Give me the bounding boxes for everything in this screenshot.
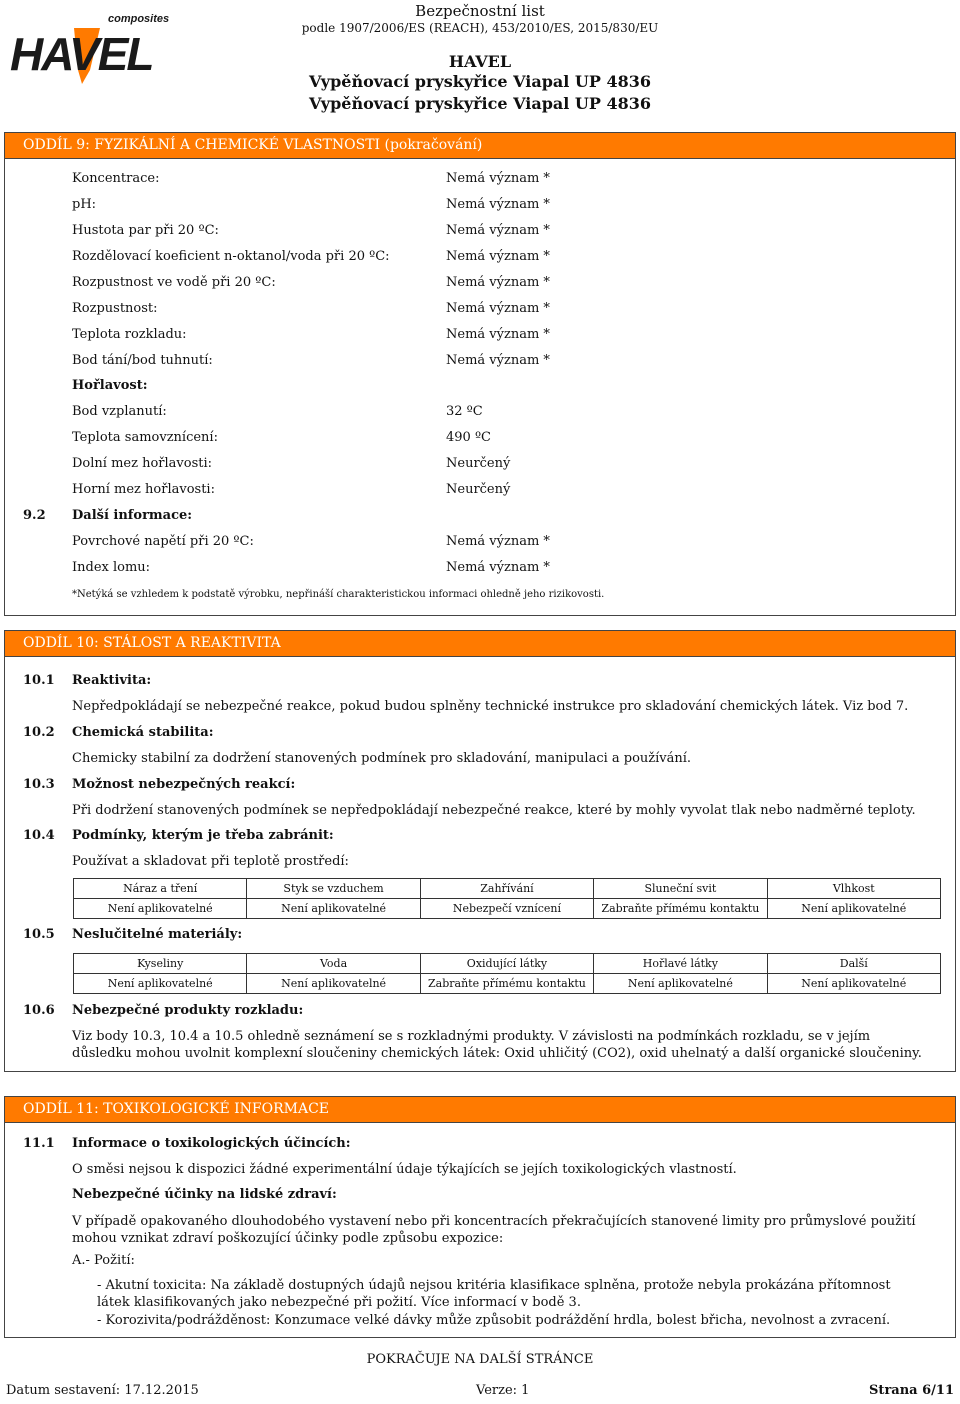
property-value: Neurčený <box>446 456 511 471</box>
table-header-cell: Sluneční svit <box>594 879 767 899</box>
property-label: Index lomu: <box>72 560 151 575</box>
property-value: Nemá význam * <box>446 534 550 549</box>
subsection-number: 9.2 <box>23 508 46 523</box>
doc-regulation: podle 1907/2006/ES (REACH), 453/2010/ES, 2015/830/EU <box>301 21 659 35</box>
item-text: Viz body 10.3, 10.4 a 10.5 ohledně seznámení se s rozkladnými produkty. V závislosti na podmínkách rozkladu, se v jejím důsledku mohou uvolnit komplexní sloučeniny chemických látek: Oxid uhličitý (CO2), oxid uhelnatý a další organické sloučeniny. <box>72 1029 922 1061</box>
section-11-title: ODDÍL 11: TOXIKOLOGICKÉ INFORMACE <box>5 1097 955 1123</box>
property-value: 32 ºC <box>446 404 483 419</box>
table-cell: Není aplikovatelné <box>594 974 767 994</box>
product-name-2: Vypěňovací pryskyřice Viapal UP 4836 <box>309 94 651 113</box>
property-label: pH: <box>72 197 97 212</box>
property-value: Nemá význam * <box>446 327 550 342</box>
property-value: Nemá význam * <box>446 353 550 368</box>
table-header-cell: Voda <box>247 954 420 974</box>
item-text: Při dodržení stanovených podmínek se nepředpokládají nebezpečné reakce, které by mohly vyvolat tlak nebo nadměrné teploty. <box>72 803 916 818</box>
table-header-cell: Styk se vzduchem <box>247 879 420 899</box>
property-value: Nemá význam * <box>446 197 550 212</box>
property-label: Koncentrace: <box>72 171 160 186</box>
havel-logo <box>4 8 184 90</box>
item-number: 11.1 <box>23 1136 55 1151</box>
table-cell: Zabraňte přímému kontaktu <box>420 974 593 994</box>
item-heading: Reaktivita: <box>72 673 152 688</box>
section-9 <box>4 132 956 616</box>
item-heading: Možnost nebezpečných reakcí: <box>72 777 296 792</box>
item-number: 10.6 <box>23 1003 55 1018</box>
property-label: Horní mez hořlavosti: <box>72 482 215 497</box>
item-text: Používat a skladovat při teplotě prostředí: <box>72 854 349 869</box>
section-9-note: *Netýká se vzhledem k podstatě výrobku, nepřináší charakteristickou informaci ohledně jeho rizikovosti. <box>72 589 605 600</box>
table-header-cell: Kyseliny <box>74 954 247 974</box>
item-number: 10.1 <box>23 673 55 688</box>
property-value: 490 ºC <box>446 430 492 445</box>
conditions-table <box>73 878 941 919</box>
property-label: Povrchové napětí při 20 ºC: <box>72 534 254 549</box>
item-text: Nepředpokládají se nebezpečné reakce, pokud budou splněny technické instrukce pro skladování chemických látek. Viz bod 7. <box>72 699 909 714</box>
table-header-cell: Vlhkost <box>767 879 940 899</box>
flammability-heading: Hořlavost: <box>72 378 148 393</box>
materials-table <box>73 953 941 994</box>
section-11 <box>4 1096 956 1338</box>
item-heading: Podmínky, kterým je třeba zabránit: <box>72 828 334 843</box>
table-cell: Není aplikovatelné <box>247 899 420 919</box>
property-label: Rozpustnost: <box>72 301 158 316</box>
section-10 <box>4 630 956 1072</box>
item-number: 10.4 <box>23 828 55 843</box>
table-cell: Není aplikovatelné <box>767 899 940 919</box>
property-label: Hustota par při 20 ºC: <box>72 223 219 238</box>
table-header-cell: Oxidující látky <box>420 954 593 974</box>
property-label: Rozdělovací koeficient n-oktanol/voda při 20 ºC: <box>72 249 390 264</box>
subsection-heading: Další informace: <box>72 508 193 523</box>
company-name: HAVEL <box>448 52 512 71</box>
property-value: Nemá význam * <box>446 560 550 575</box>
table-header-cell: Hořlavé látky <box>594 954 767 974</box>
doc-title: Bezpečnostní list <box>415 2 545 20</box>
logo-text-top: composites <box>108 13 170 25</box>
exposure-route: A.- Požití: <box>72 1253 135 1268</box>
item-text: V případě opakovaného dlouhodobého vystavení nebo při koncentracích překračujících stanovené limity pro průmyslové použití mohou vznikat zdraví poškozující účinky podle způsobu expozice: <box>72 1214 916 1246</box>
bullet-item: - Akutní toxicita: Na základě dostupných údajů nejsou kritéria klasifikace splněna, protože nebyla prokázána přítomnost látek klasifikovaných jako nebezpečné při požití. Více informací v bodě 3. <box>97 1278 891 1310</box>
property-value: Neurčený <box>446 482 511 497</box>
property-label: Bod tání/bod tuhnutí: <box>72 353 213 368</box>
table-cell: Nebezpečí vznícení <box>420 899 593 919</box>
table-header-cell: Další <box>767 954 940 974</box>
section-10-title: ODDÍL 10: STÁLOST A REAKTIVITA <box>5 631 955 657</box>
logo-text-main: HAVEL <box>10 28 153 80</box>
item-number: 10.3 <box>23 777 55 792</box>
property-value: Nemá význam * <box>446 249 550 264</box>
table-header-cell: Náraz a tření <box>74 879 247 899</box>
item-number: 10.2 <box>23 725 55 740</box>
table-cell: Není aplikovatelné <box>74 899 247 919</box>
property-label: Rozpustnost ve vodě při 20 ºC: <box>72 275 276 290</box>
footer-date: Datum sestavení: 17.12.2015 <box>6 1383 199 1398</box>
table-cell: Není aplikovatelné <box>247 974 420 994</box>
property-value: Nemá význam * <box>446 223 550 238</box>
item-heading: Informace o toxikologických účincích: <box>72 1136 351 1151</box>
bullet-item: - Korozivita/podrážděnost: Konzumace velké dávky může způsobit podráždění hrdla, bolest břicha, nevolnost a zvracení. <box>97 1313 891 1328</box>
table-cell: Není aplikovatelné <box>767 974 940 994</box>
property-label: Bod vzplanutí: <box>72 404 167 419</box>
table-header-cell: Zahřívání <box>420 879 593 899</box>
table-cell: Není aplikovatelné <box>74 974 247 994</box>
footer-page: Strana 6/11 <box>869 1383 954 1398</box>
property-value: Nemá význam * <box>446 275 550 290</box>
property-label: Teplota samovznícení: <box>72 430 218 445</box>
item-heading: Neslučitelné materiály: <box>72 927 243 942</box>
table-cell: Zabraňte přímému kontaktu <box>594 899 767 919</box>
subheading: Nebezpečné účinky na lidské zdraví: <box>72 1187 337 1202</box>
property-label: Dolní mez hořlavosti: <box>72 456 212 471</box>
item-heading: Chemická stabilita: <box>72 725 214 740</box>
item-heading: Nebezpečné produkty rozkladu: <box>72 1003 304 1018</box>
section-9-title: ODDÍL 9: FYZIKÁLNÍ A CHEMICKÉ VLASTNOSTI (pokračování) <box>5 133 955 159</box>
property-value: Nemá význam * <box>446 171 550 186</box>
item-text: O směsi nejsou k dispozici žádné experimentální údaje týkajících se jejích toxikologických vlastností. <box>72 1162 737 1177</box>
continue-note: POKRAČUJE NA DALŠÍ STRÁNCE <box>366 1352 594 1367</box>
item-text: Chemicky stabilní za dodržení stanovených podmínek pro skladování, manipulaci a používání. <box>72 751 692 766</box>
item-number: 10.5 <box>23 927 55 942</box>
property-label: Teplota rozkladu: <box>72 327 187 342</box>
property-value: Nemá význam * <box>446 301 550 316</box>
product-name-1: Vypěňovací pryskyřice Viapal UP 4836 <box>309 72 651 91</box>
footer-version: Verze: 1 <box>476 1383 530 1398</box>
